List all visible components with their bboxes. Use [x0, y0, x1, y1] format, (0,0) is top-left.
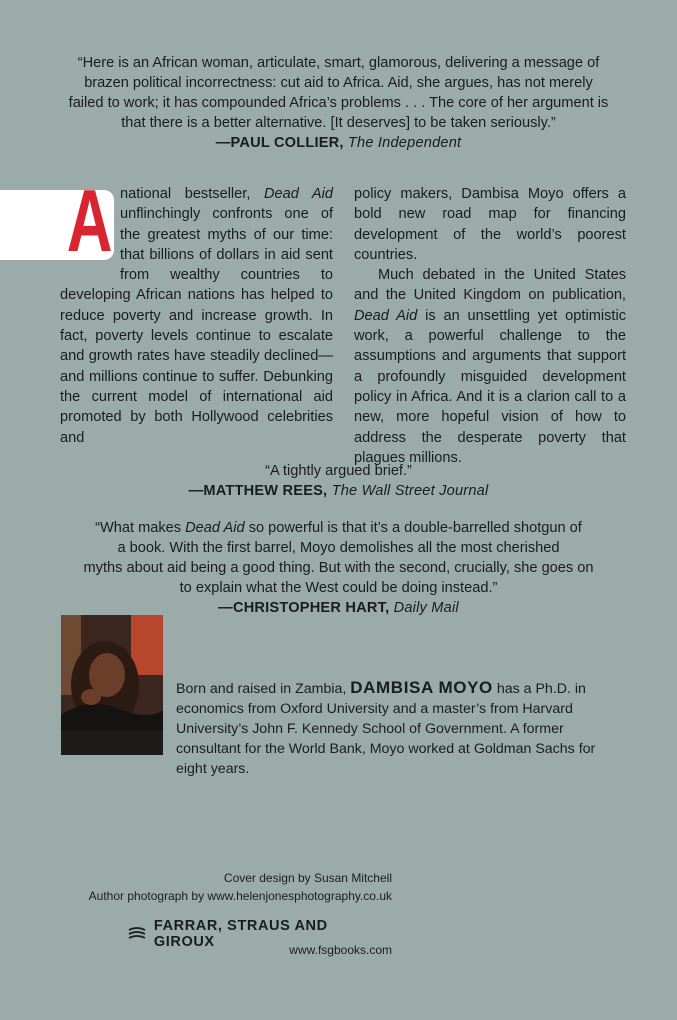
blurb-text: national bestseller, [120, 186, 264, 202]
rees-quote [0, 461, 677, 501]
blurb-text: is an unsettling yet optimistic work, a powerful challenge to the assumptions and arguments that support a profoundly misguided development policy in Africa. And it is a clarion call to a new, more hopeful vision of how to address the desperate poverty that plagues millions. [354, 307, 626, 466]
blurb-column-left [60, 184, 333, 448]
quote-line: brazen political incorrectness: cut aid to Africa. Aid, she argues, has not merely [84, 75, 593, 91]
collier-quote [0, 53, 677, 153]
attribution-source: Daily Mail [393, 600, 459, 616]
attribution-source: The Wall Street Journal [331, 483, 489, 499]
blurb-text: unflinchingly confronts one of the greatest myths of our time: that billions of dollars in aid sent from wealthy countries to developing African nations has helped to reduce poverty and increase growth. In fact, poverty levels continue to escalate and growth rates have steadily declined—and millions continue to suffer. Debunking the current model of international aid promoted by both Hollywood celebrities and [60, 206, 333, 446]
cover-credit: Cover design by Susan Mitchell [223, 871, 392, 885]
attribution-name: —CHRISTOPHER HART, [218, 600, 390, 616]
quote-line: myths about aid being a good thing. But with the second, crucially, she goes on [83, 560, 594, 576]
quote-text: so powerful is that it’s a double-barrelled shotgun of [244, 520, 582, 536]
author-portrait-icon [61, 615, 163, 755]
attribution-name: —PAUL COLLIER, [215, 135, 344, 151]
quote-attribution [0, 133, 677, 153]
quote-line [0, 518, 677, 538]
attribution-name: —MATTHEW REES, [188, 483, 328, 499]
quote-line: “A tightly argued brief.” [265, 463, 412, 479]
quote-text: “What makes [95, 520, 186, 536]
author-bio [176, 678, 626, 779]
hart-quote [0, 518, 677, 618]
quote-line: a book. With the first barrel, Moyo demolishes all the most cherished [117, 540, 560, 556]
quote-line: that there is a better alternative. [It deserves] to be taken seriously.” [121, 115, 556, 131]
book-title: Dead Aid [354, 307, 418, 324]
attribution-source: The Independent [347, 135, 462, 151]
quote-line: failed to work; it has compounded Africa’s problems . . . The core of her argument is [68, 95, 609, 111]
blurb-text: policy makers, Dambisa Moyo offers a bold new road map for financing development of the world’s poorest countries. [354, 186, 626, 263]
bio-text: Born and raised in Zambia, [176, 681, 351, 697]
quote-line: to explain what the West could be doing instead.” [179, 580, 498, 596]
quote-line: “Here is an African woman, articulate, smart, glamorous, delivering a message of [77, 55, 600, 71]
quote-attribution [0, 481, 677, 501]
book-title: Dead Aid [263, 186, 333, 202]
photo-credit: Author photograph by www.helenjonesphotography.co.uk [88, 889, 392, 903]
publisher-website: www.fsgbooks.com [289, 943, 392, 957]
dropcap-spacer [60, 184, 120, 266]
dropcap-letter: A [66, 171, 113, 270]
author-photo [61, 615, 163, 755]
bio-text: has a Ph.D. in economics from Oxford University and a master’s from Harvard University’s John F. Kennedy School of Government. A former consultant for the World Bank, Moyo worked at Goldman Sachs for eight years. [176, 681, 596, 777]
book-title: Dead Aid [185, 520, 245, 536]
credits [0, 869, 392, 905]
blurb-column-right [354, 184, 626, 468]
publisher-name: FARRAR, STRAUS AND GIROUX [153, 918, 328, 950]
author-name: DAMBISA MOYO [350, 678, 493, 697]
blurb-text: Much debated in the United States and the United Kingdom on publication, [354, 267, 626, 304]
fish-logo-icon [128, 927, 146, 941]
